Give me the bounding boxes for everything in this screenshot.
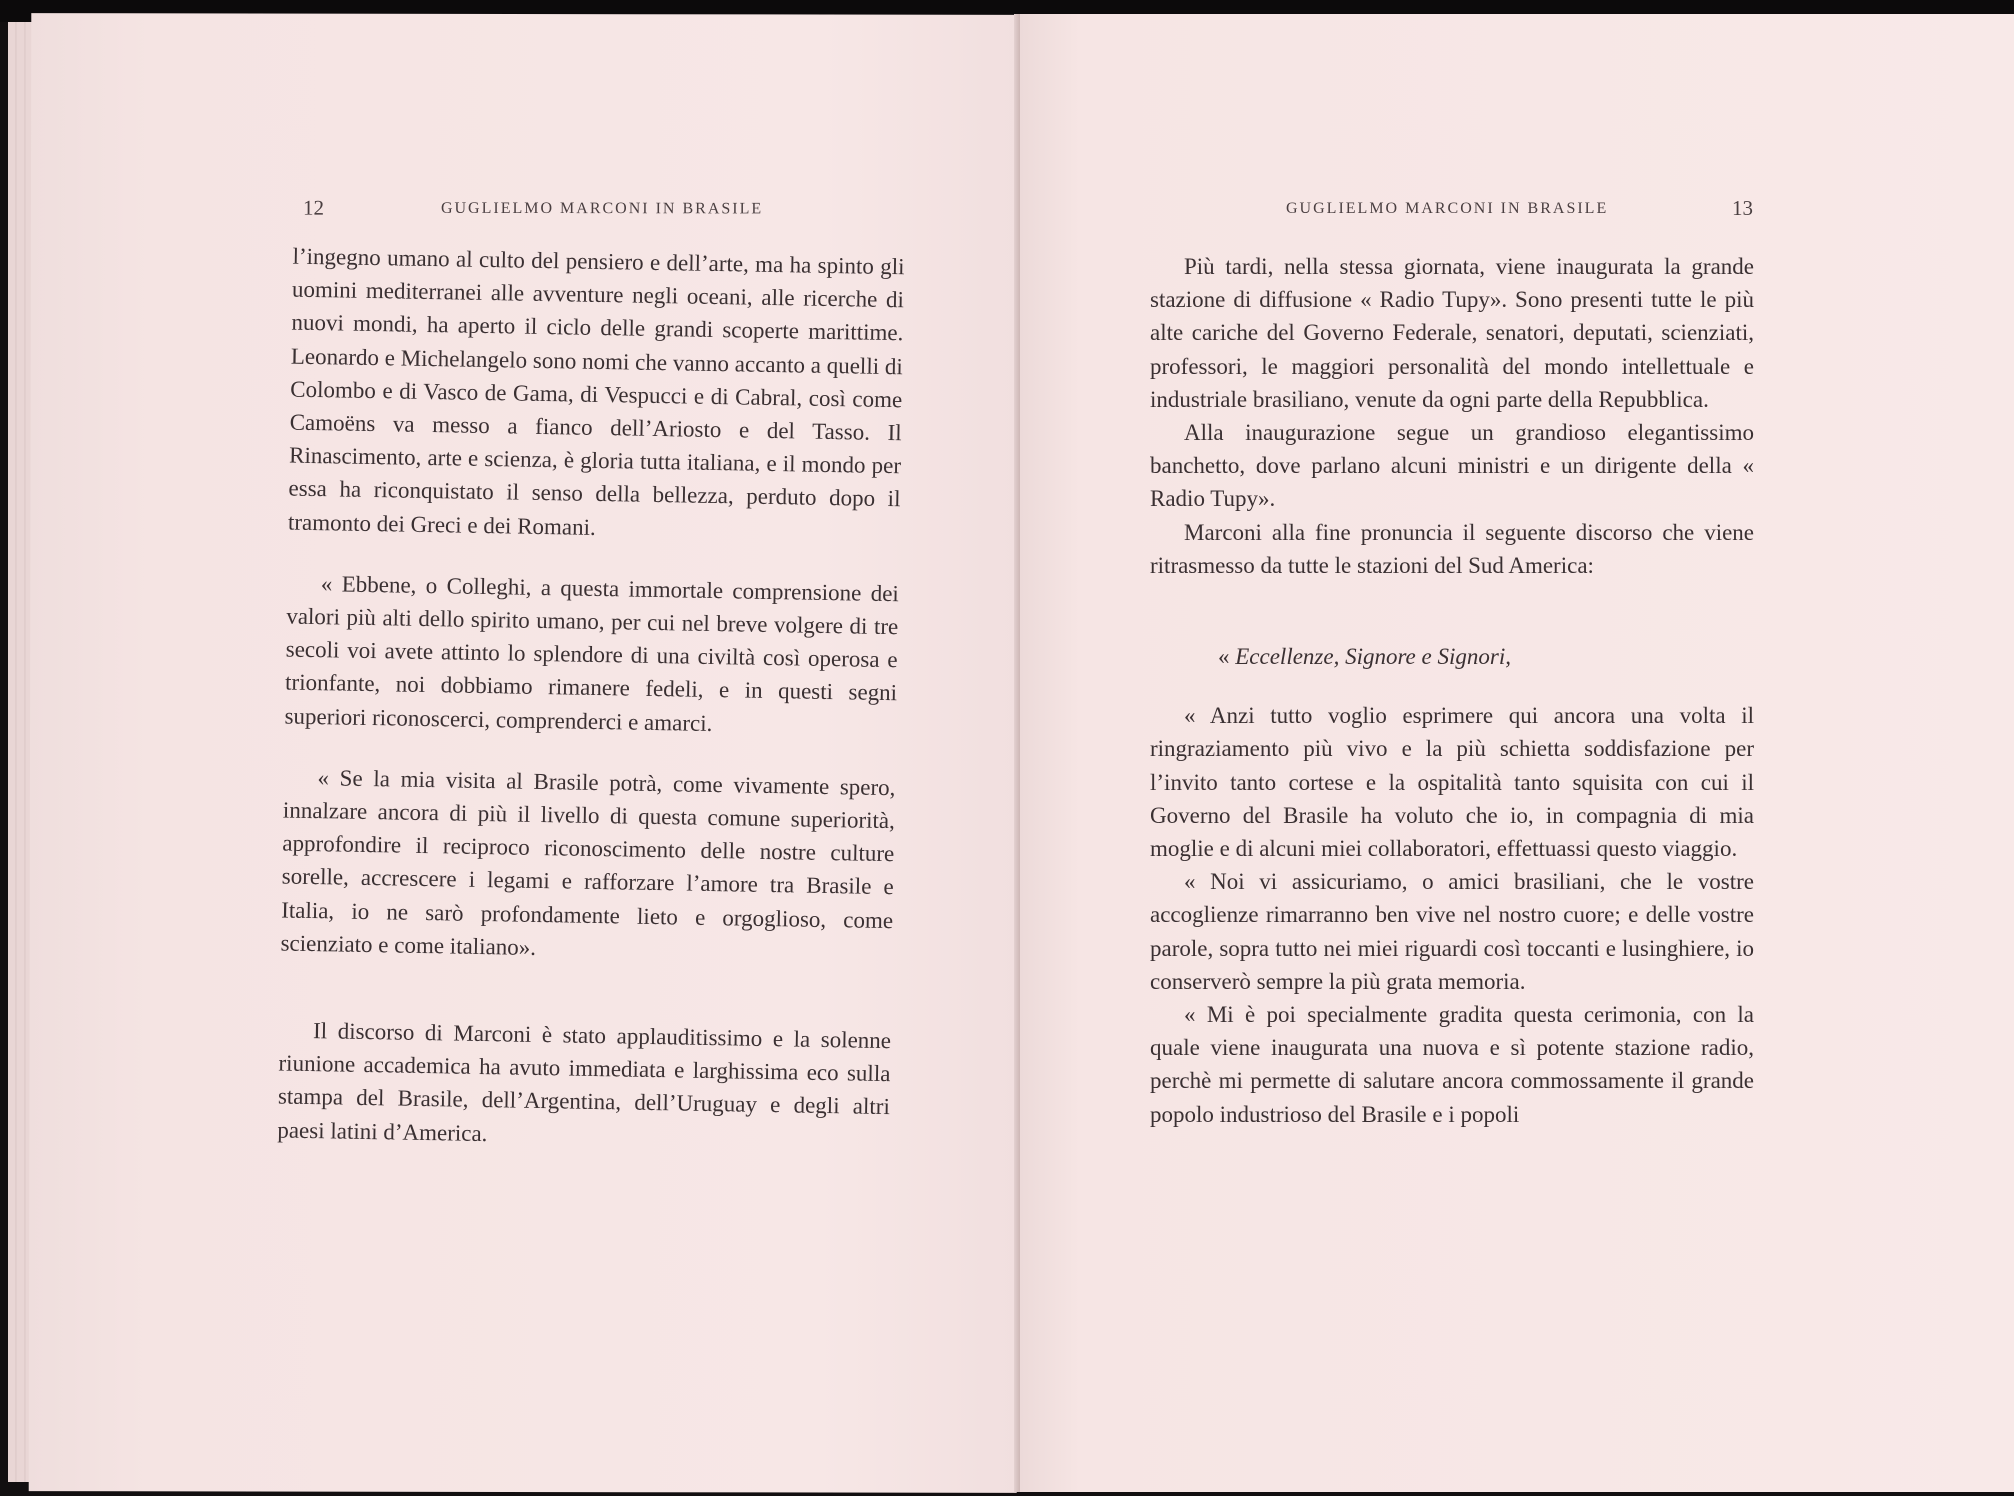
- speech-paragraph: « Anzi tutto voglio esprimere qui ancora una volta il ringraziamento più vivo e la più schietta soddisfazione per l’invito tanto cortese e la ospitalità tanto squisita con cui il Governo del Brasile ha voluto che io, in compagnia di mia moglie e di alcuni miei collaboratori, effettuassi questo viaggio.: [1150, 703, 1754, 862]
- left-page-number: 12: [302, 195, 324, 220]
- right-paragraph: Marconi alla fine pronuncia il seguente discorso che viene ritrasmesso da tutte le stazioni del Sud America:: [1150, 519, 1754, 578]
- left-page-body: [277, 240, 905, 1157]
- left-paragraph: l’ingegno umano al culto del pensiero e dell’arte, ma ha spinto gli uomini mediterranei alle avventure negli oceani, alle ricerche di nuovi mondi, ha aperto il ciclo delle grandi scoperte marittime. Leonardo e Michelangelo sono nomi che vanno accanto a quelli di Colombo e di Vasco de Gama, di Vespucci e di Cabral, così come Camoëns va messo a fianco dell’Ariosto e del Tasso. Il Rinascimento, arte e scienza, è gloria tutta italiana, e il mondo per essa ha riconquistato il senso della bellezza, perduto dopo il tramonto dei Greci e dei Romani.: [287, 243, 905, 540]
- right-running-header: GUGLIELMO MARCONI IN BRASILE: [1286, 200, 1609, 217]
- right-page-number: 13: [1732, 196, 1753, 220]
- left-paragraph: Il discorso di Marconi è stato applauditissimo e la solenne riunione accademica ha avuto immediata e larghissima eco sulla stampa del Brasile, dell’Argentina, dell’Uruguay e degli altri paesi latini d’America.: [277, 1018, 892, 1146]
- right-page-body: [1150, 250, 1754, 1131]
- salutation-quote-mark: «: [1218, 644, 1230, 670]
- speech-paragraph: « Mi è poi specialmente gradita questa cerimonia, con la quale viene inaugurata una nuova e sì potente stazione radio, perchè mi permette di salutare ancora commossamente il grande popolo industrioso del Brasile e i popoli: [1150, 1002, 1754, 1127]
- right-paragraph: Alla inaugurazione segue un grandioso elegantissimo banchetto, dove parlano alcuni ministri e un dirigente della « Radio Tupy».: [1150, 420, 1754, 512]
- salutation-text: Eccellenze, Signore e Signori,: [1235, 644, 1511, 670]
- left-running-header: GUGLIELMO MARCONI IN BRASILE: [440, 199, 764, 218]
- right-paragraph: Più tardi, nella stessa giornata, viene inaugurata la grande stazione di diffusione « Radio Tupy». Sono presenti tutte le più alte cariche del Governo Federale, senatori, deputati, scienziati, professori, le maggiori personalità del mondo intellettuale e industriale brasiliano, venute da ogni parte della Repubblica.: [1150, 254, 1754, 412]
- left-page: [29, 13, 1020, 1493]
- speech-paragraph: « Noi vi assicuriamo, o amici brasiliani, che le vostre accoglienze rimarranno ben vive nel nostro cuore; e delle vostre parole, sopra tutto nei miei riguardi così toccanti e lusinghiere, io conserverò sempre la più grata memoria.: [1150, 869, 1754, 994]
- left-paragraph: « Ebbene, o Colleghi, a questa immortale comprensione dei valori più alti dello spirito umano, per cui nel breve volgere di tre secoli voi avete attinto lo splendore di una civiltà così operosa e trionfante, noi dobbiamo rimanere fedeli, e in questi segni superiori riconoscerci, comprenderci e amarci.: [284, 570, 900, 736]
- right-page: [1020, 14, 2014, 1492]
- left-paragraph: « Se la mia visita al Brasile potrà, come vivamente spero, innalzare ancora di più il livello di questa comune superiorità, approfondire il reciproco riconoscimento delle nostre culture sorelle, accrescere i legami e rafforzare l’amore tra Brasile e Italia, io ne sarò profondamente lieto e orgoglioso, come scienziato e come italiano».: [280, 764, 896, 960]
- speech-salutation: [1150, 640, 1754, 673]
